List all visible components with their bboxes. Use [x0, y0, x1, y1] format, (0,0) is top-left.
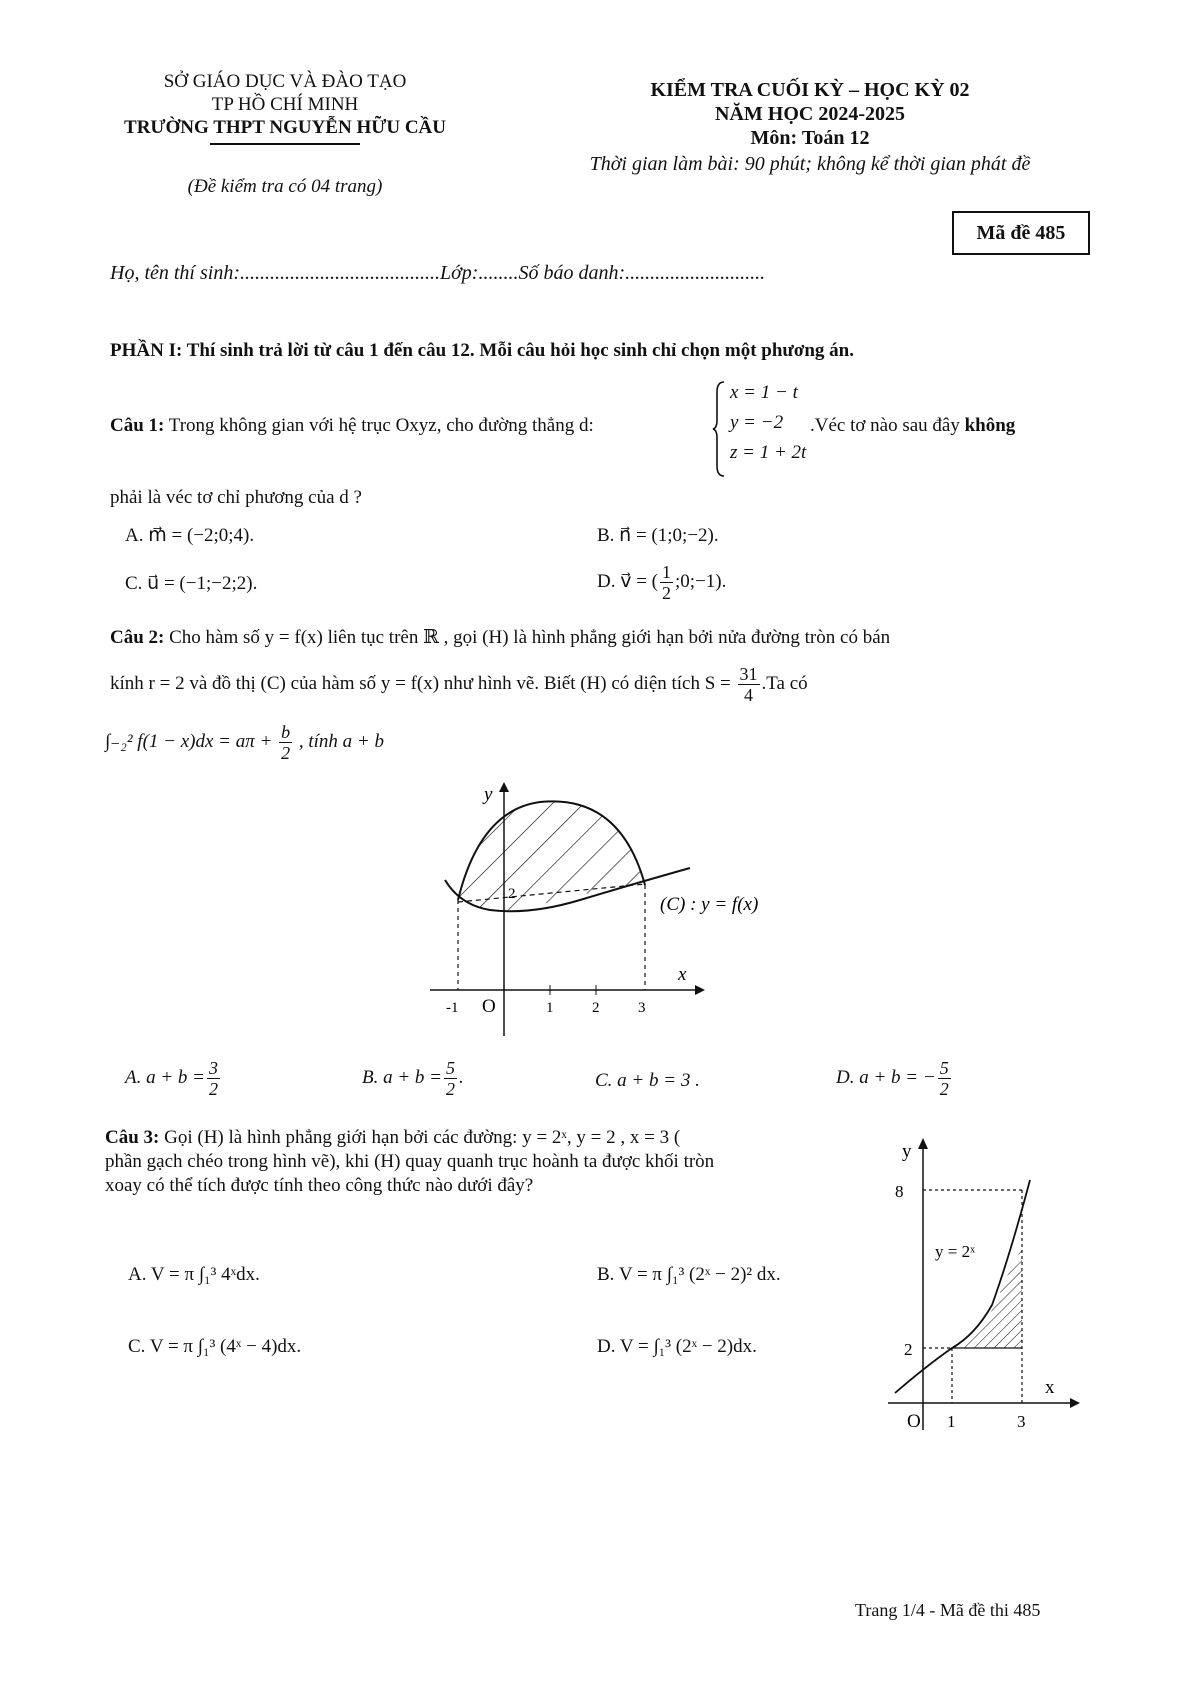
dept-name: SỞ GIÁO DỤC VÀ ĐÀO TẠO: [163, 71, 407, 92]
q2-b-pre: B. a + b =: [362, 1066, 442, 1088]
q2-label: Câu 2:: [110, 627, 165, 648]
q2-curve-label: (C) : y = f(x): [660, 894, 759, 915]
q2-integral-pre: ∫₋₂² f(1 − x)dx = aπ +: [105, 730, 273, 752]
q3-tick-y2: 2: [904, 1340, 913, 1359]
q1-eq-z: z = 1 + 2t: [730, 442, 807, 463]
q2-y-label: y: [484, 784, 493, 805]
q1-d-fraction: [660, 562, 673, 603]
q2-x-label: x: [678, 964, 687, 985]
q1-system: [722, 378, 806, 468]
q2-tick-3: 3: [638, 1000, 646, 1016]
q2-b-fraction: [279, 722, 292, 763]
q2-option-d[interactable]: [836, 1058, 953, 1099]
q1-d-num: 1: [662, 562, 672, 582]
q3-option-a[interactable]: A. V = π ∫₁³ 4ˣdx.: [128, 1264, 260, 1285]
q3-tick-1: 1: [947, 1412, 956, 1431]
q2-b-num: b: [281, 722, 291, 742]
q2-line1-text: Cho hàm số y = f(x) liên tục trên ℝ , gọi (H) là hình phẳng giới hạn bởi nửa đường tròn có bán: [169, 627, 891, 648]
subject: Môn: Toán 12: [750, 127, 870, 149]
q2-tick-y2: 2: [508, 886, 516, 902]
q3-y-label: y: [902, 1141, 912, 1162]
q2-origin-label: O: [482, 996, 496, 1017]
city-name: TP HỒ CHÍ MINH: [211, 94, 359, 115]
header-right: [560, 78, 1060, 176]
q1-d-post: ;0;−1).: [675, 570, 727, 592]
q2-area-den: 4: [744, 685, 754, 705]
q2-b-opt-den: 2: [446, 1079, 455, 1099]
school-year: NĂM HỌC 2024-2025: [715, 103, 905, 125]
q2-area-num: 31: [739, 664, 758, 684]
q2-b-opt-num: 5: [446, 1058, 455, 1078]
header-left: [105, 70, 465, 198]
q3-option-d[interactable]: D. V = ∫₁³ (2ˣ − 2)dx.: [597, 1336, 757, 1357]
q2-b-den: 2: [281, 743, 291, 763]
q2-line2: [110, 664, 808, 705]
pages-note: (Đề kiểm tra có 04 trang): [187, 175, 383, 197]
page-footer: Trang 1/4 - Mã đề thi 485: [855, 1600, 1041, 1620]
q3-line3: xoay có thể tích được tính theo công thức nào dưới đây?: [105, 1175, 534, 1196]
part-title: PHẦN I: Thí sinh trả lời từ câu 1 đến câu 12. Mỗi câu hỏi học sinh chỉ chọn một phương án.: [110, 340, 854, 361]
q2-option-b[interactable]: [362, 1058, 464, 1099]
q3-line1: Gọi (H) là hình phẳng giới hạn bởi các đường: y = 2ˣ, y = 2 , x = 3 (: [164, 1127, 681, 1148]
school-name: TRƯỜNG THPT NGUYỄN HỮU CẦU: [124, 117, 446, 138]
q2-tick-1: 1: [546, 1000, 554, 1016]
q2-area-fraction: [738, 664, 760, 705]
q3-option-b[interactable]: B. V = π ∫₁³ (2ˣ − 2)² dx.: [597, 1264, 781, 1285]
q3-origin-label: O: [907, 1411, 921, 1432]
q1-option-c[interactable]: C. u⃗ = (−1;−2;2).: [125, 573, 258, 594]
q2-tick-2: 2: [592, 1000, 600, 1016]
q1-label: Câu 1:: [110, 415, 165, 436]
q1-stem: Trong không gian với hệ trục Oxyz, cho đường thẳng d:: [168, 415, 594, 436]
q2-a-num: 3: [209, 1058, 218, 1078]
q1-eq-y: y = −2: [730, 412, 784, 433]
q2-a-den: 2: [209, 1079, 218, 1099]
q2-a-pre: A. a + b =: [125, 1066, 205, 1088]
q1-d-den: 2: [662, 583, 672, 603]
q2-d-num: 5: [939, 1058, 949, 1078]
q3-line2: phần gạch chéo trong hình vẽ), khi (H) quay quanh trục hoành ta được khối tròn: [105, 1151, 715, 1172]
q2-line1: [110, 626, 890, 650]
q1-option-b[interactable]: B. n⃗ = (1;0;−2).: [597, 525, 719, 546]
q2-tick-neg1: -1: [446, 1000, 459, 1016]
q2-integral-post: , tính a + b: [298, 730, 384, 752]
q3-curve-label: y = 2ˣ: [935, 1242, 976, 1261]
q1-option-a[interactable]: A. m⃗ = (−2;0;4).: [125, 525, 255, 546]
q2-line2-post: .Ta có: [761, 672, 808, 694]
q1-option-d[interactable]: [597, 562, 726, 603]
exam-time: Thời gian làm bài: 90 phút; không kể thời gian phát đề: [589, 153, 1031, 175]
exam-title: KIỂM TRA CUỐI KỲ – HỌC KỲ 02: [650, 79, 970, 101]
header-underline: [210, 143, 360, 145]
q2-d-den: 2: [939, 1079, 949, 1099]
q1-d-pre: D. v⃗ = (: [597, 570, 659, 592]
q3-figure: [880, 1135, 1080, 1445]
q1-text: [110, 414, 594, 438]
q2-a-fraction: [207, 1058, 220, 1099]
q2-figure: [420, 780, 780, 1040]
q3-text: [105, 1126, 880, 1198]
q2-integral: [105, 722, 384, 763]
q2-line2-pre: kính r = 2 và đồ thị (C) của hàm số y = f(x) như hình vẽ. Biết (H) có diện tích S =: [110, 672, 731, 694]
q1-tail: [810, 414, 1015, 438]
q1-eq-x: x = 1 − t: [730, 382, 798, 403]
q1-tail-bold: không: [964, 415, 1016, 436]
q1-text2: phải là véc tơ chỉ phương của d ?: [110, 487, 362, 508]
q3-tick-3: 3: [1017, 1412, 1026, 1431]
q2-b-opt-fraction: [444, 1058, 457, 1099]
q3-label: Câu 3:: [105, 1127, 160, 1148]
q3-option-c[interactable]: C. V = π ∫₁³ (4ˣ − 4)dx.: [128, 1336, 302, 1357]
q3-x-label: x: [1045, 1377, 1055, 1398]
q3-tick-y8: 8: [895, 1182, 904, 1201]
q2-d-fraction: [938, 1058, 951, 1099]
q1-tail-text: .Véc tơ nào sau đây: [810, 415, 965, 436]
q2-d-pre: D. a + b = −: [836, 1066, 936, 1088]
q2-option-a[interactable]: [125, 1058, 222, 1099]
student-info-line: Họ, tên thí sinh:........................................Lớp:........Số báo danh:............................: [110, 262, 766, 284]
brace-icon: [712, 380, 726, 478]
q2-b-post: .: [459, 1066, 464, 1088]
exam-code-box: Mã đề 485: [952, 211, 1090, 255]
q2-option-c[interactable]: C. a + b = 3 .: [595, 1070, 700, 1091]
